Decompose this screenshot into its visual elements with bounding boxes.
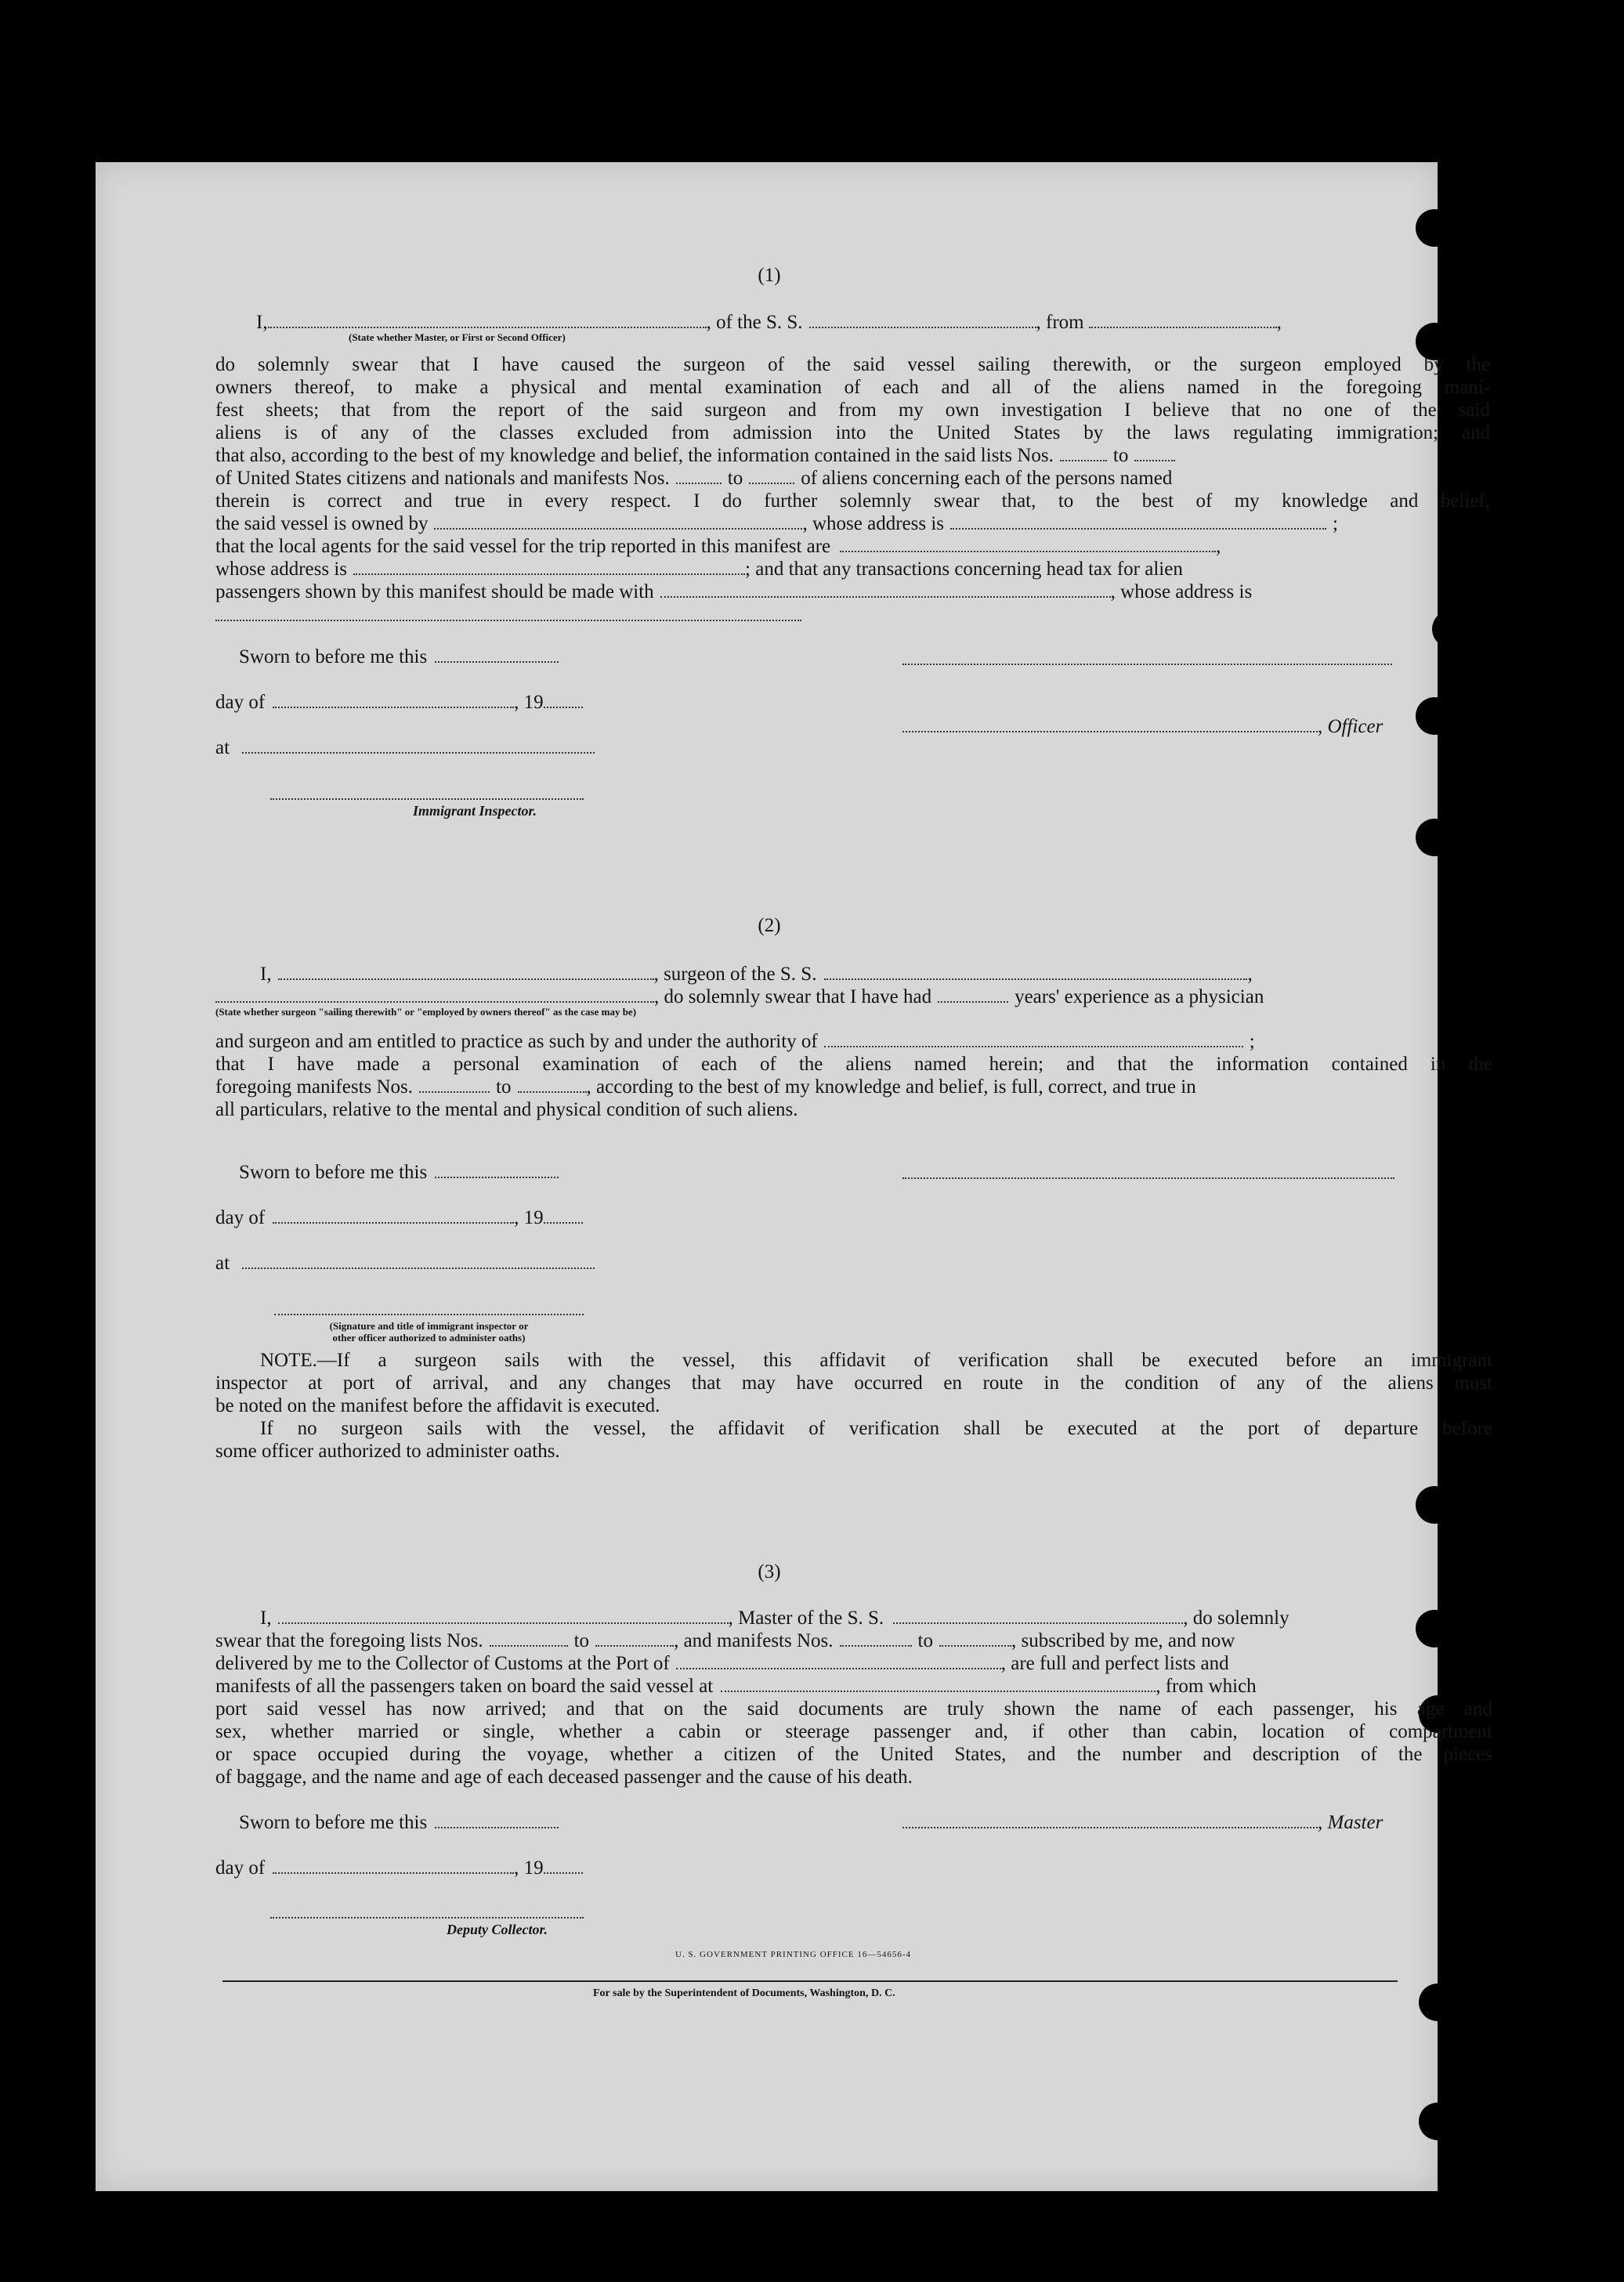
deputy-caption: Deputy Collector. (447, 1922, 548, 1937)
oath-line-1: I, , surgeon of the S. S. , (260, 964, 1253, 985)
note-line: NOTE.—If a surgeon sails with the vessel, this affidavit of verification shall be executed before an immigrant (260, 1350, 1492, 1371)
day-of-line: day of , 19 (215, 1206, 583, 1229)
paragraph-line: or space occupied during the voyage, whether a citizen of the United States, and the number and description of the pieces (215, 1744, 1492, 1765)
day-of-line: day of , 19 (215, 1857, 583, 1879)
section-number: (2) (758, 915, 781, 936)
sale-notice: For sale by the Superintendent of Documents, Washington, D. C. (593, 1987, 895, 1999)
paragraph-line: port said vessel has now arrived; and that on the said documents are truly shown the name of each passenger, his age and (215, 1698, 1492, 1720)
note-line: inspector at port of arrival, and any changes that may have occurred en route in the condition of any of the aliens must (215, 1372, 1492, 1394)
paragraph-line: that I have made a personal examination of each of the aliens named herein; and that the information contained in the (215, 1054, 1492, 1075)
oath-line-1: I, , of the S. S. , from , (256, 312, 1282, 333)
paragraph-line: of baggage, and the name and age of each deceased passenger and the cause of his death. (215, 1767, 913, 1788)
surgeon-type-note: (State whether surgeon "sailing therewith" or "employed by owners thereof" as the case may be) (215, 1006, 637, 1018)
paragraph-line: swear that the foregoing lists Nos. to , and manifests Nos. to , subscribed by me, and now (215, 1630, 1235, 1651)
paragraph-line: owners thereof, to make a physical and mental examination of each and all of the aliens named in the foregoing mani- (215, 377, 1490, 398)
printing-office-imprint: U. S. GOVERNMENT PRINTING OFFICE 16—54656-4 (675, 1950, 912, 1959)
punch-hole (1416, 209, 1453, 247)
master-line: , Master (902, 1811, 1383, 1834)
paragraph-line: and surgeon and am entitled to practice as such by and under the authority of ; (215, 1031, 1255, 1052)
paragraph-line: delivered by me to the Collector of Customs at the Port of , are full and perfect lists and (215, 1653, 1229, 1674)
form-sheet (96, 162, 1492, 2191)
officer-rank-note: (State whether Master, or First or Second Officer) (349, 331, 566, 343)
sworn-line: Sworn to before me this (239, 1811, 559, 1834)
punch-hole (1416, 1486, 1453, 1524)
signature-caption: (Signature and title of immigrant inspector or (329, 1320, 529, 1332)
inspector-caption: Immigrant Inspector. (413, 803, 537, 819)
paragraph-line: do solemnly swear that I have caused the surgeon of the said vessel sailing therewith, or the surgeon employed by the (215, 354, 1490, 375)
sworn-line: Sworn to before me this (239, 1161, 559, 1184)
paragraph-line: that the local agents for the said vessel for the trip reported in this manifest are , (215, 536, 1221, 557)
punch-hole (1432, 610, 1470, 648)
officer-line: , Officer (902, 715, 1383, 738)
signature-blank (902, 1177, 1394, 1179)
punch-hole (1419, 1984, 1456, 2021)
punch-hole (1416, 697, 1453, 735)
paragraph-line: all particulars, relative to the mental and physical condition of such aliens. (215, 1099, 798, 1120)
paragraph-line: aliens is of any of the classes excluded from admission into the United States by the laws regulating immigration; and (215, 422, 1490, 443)
paragraph-line: sex, whether married or single, whether a cabin or steerage passenger and, if other than cabin, location of compartment (215, 1721, 1492, 1742)
section-number: (1) (758, 265, 781, 286)
punch-hole (1416, 819, 1453, 856)
address-blank (215, 620, 801, 621)
signature-blank (270, 798, 584, 800)
paragraph-line: fest sheets; that from the report of the said surgeon and from my own investigation I believe that no one of the said (215, 400, 1490, 421)
note-line: be noted on the manifest before the affidavit is executed. (215, 1395, 660, 1416)
paragraph-line: the said vessel is owned by , whose address is ; (215, 513, 1338, 534)
paragraph-line: whose address is ; and that any transactions concerning head tax for alien (215, 559, 1183, 580)
note-line: If no surgeon sails with the vessel, the affidavit of verification shall be executed at the port of departure before (260, 1418, 1492, 1439)
paragraph-line: passengers shown by this manifest should be made with , whose address is (215, 581, 1253, 602)
footer-rule (222, 1980, 1398, 1982)
oath-line-1: I, , Master of the S. S. , do solemnly (260, 1608, 1289, 1629)
sworn-line: Sworn to before me this (239, 646, 559, 668)
punch-hole (1416, 1610, 1453, 1647)
section-number: (3) (758, 1561, 781, 1582)
signature-caption: other officer authorized to administer oaths) (332, 1332, 526, 1344)
paragraph-line: manifests of all the passengers taken on board the said vessel at , from which (215, 1676, 1257, 1697)
paragraph-line: of United States citizens and nationals and manifests Nos. to of aliens concerning each of the persons named (215, 468, 1173, 489)
signature-blank (270, 1917, 584, 1919)
note-line: some officer authorized to administer oaths. (215, 1441, 560, 1462)
punch-hole (1419, 2103, 1456, 2140)
at-line: at (215, 1252, 595, 1275)
signature-blank (902, 664, 1392, 665)
day-of-line: day of , 19 (215, 691, 583, 714)
paragraph-line: that also, according to the best of my knowledge and belief, the information contained in the said lists Nos. to (215, 444, 1175, 467)
at-line: at (215, 736, 595, 759)
paragraph-line: therein is correct and true in every respect. I do further solemnly swear that, to the best of my knowledge and belief, (215, 490, 1490, 512)
signature-blank (274, 1314, 584, 1315)
oath-line-2: , do solemnly swear that I have had years' experience as a physician (215, 985, 1264, 1008)
paragraph-line: foregoing manifests Nos. to , according to the best of my knowledge and belief, is full, correct, and true in (215, 1076, 1196, 1098)
